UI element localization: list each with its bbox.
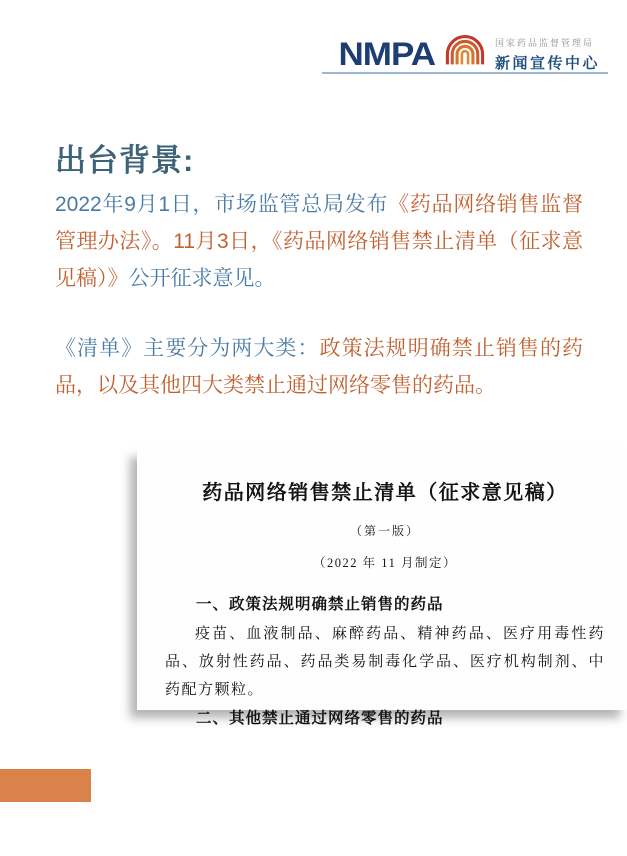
center-name: 新闻宣传中心	[494, 55, 600, 72]
para2-part2: 政策法规明确禁止销售的药品，以及其他四大类禁止通过网络零售的药品。	[55, 337, 584, 397]
background-paragraph-1	[55, 186, 583, 297]
document-edition: （第一版）	[349, 524, 420, 538]
background-paragraph-2	[55, 330, 583, 404]
header-divider	[322, 72, 608, 74]
logo-text-block	[495, 36, 600, 73]
section-heading: 出台背景:	[55, 143, 195, 178]
document-section2-heading: 二、其他禁止通过网络零售的药品	[196, 710, 444, 727]
document-section1-heading: 一、政策法规明确禁止销售的药品	[196, 596, 444, 613]
nmpa-wordmark: NMPA	[338, 36, 435, 73]
para1-part1: 2022年9月1日，市场监管总局发布	[55, 193, 389, 216]
document-dateline: （2022 年 11 月制定）	[313, 556, 457, 570]
org-name: 国家药品监督管理局	[494, 38, 594, 48]
para1-part2: 《药品网络销售监督管理办法》。11月3日，《药品网络销售禁止清单（征求意见稿）》	[55, 193, 584, 290]
bottom-accent-bar	[0, 769, 91, 802]
document-card	[137, 449, 627, 727]
document-section1-body: 疫苗、血液制品、麻醉药品、精神药品、医疗用毒性药品、放射性药品、药品类易制毒化学品、医疗机构制剂、中药配方颗粒。	[165, 626, 605, 698]
para2-part1: 《清单》主要分为两大类：	[55, 337, 320, 360]
document-title: 药品网络销售禁止清单（征求意见稿）	[202, 482, 568, 504]
para1-part3: 公开征求意见。	[128, 267, 276, 290]
